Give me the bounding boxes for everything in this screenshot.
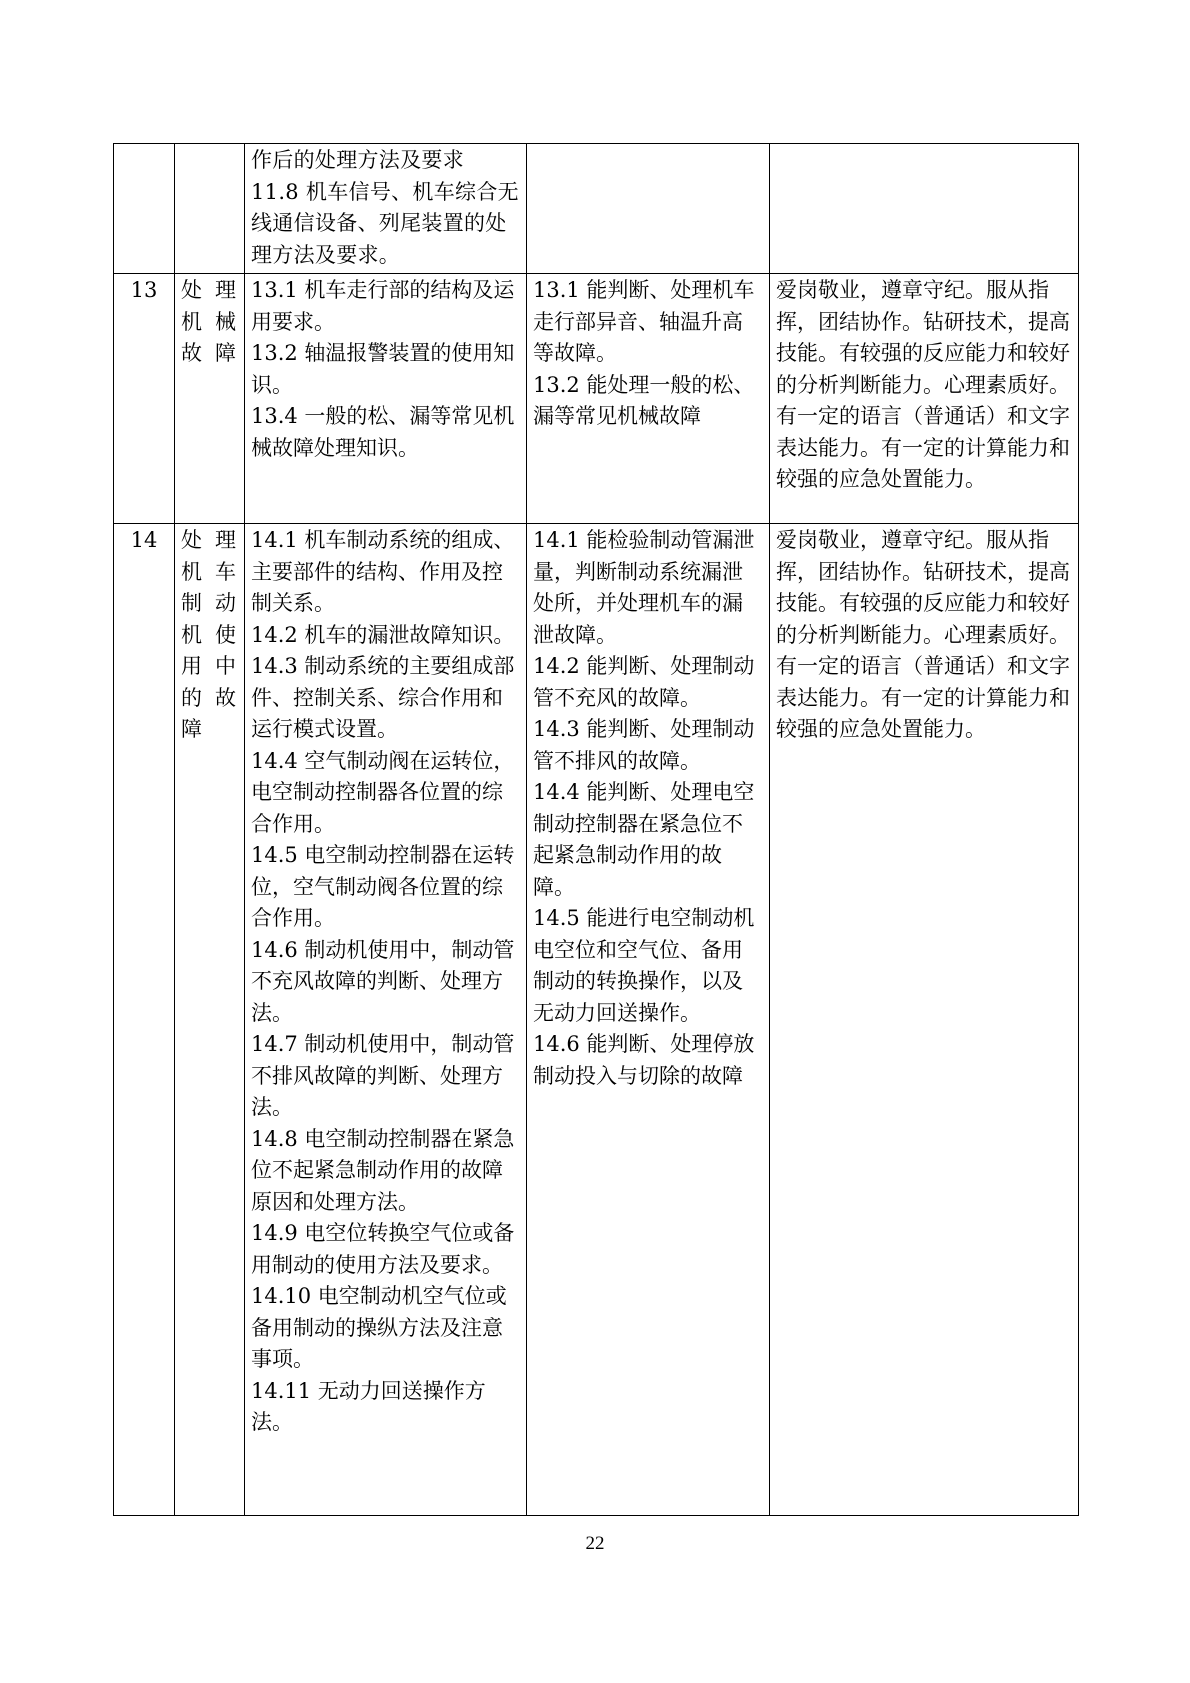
skills-cell (527, 274, 770, 524)
table-row (114, 274, 1079, 524)
quality-cell: 爱岗敬业，遵章守纪。服从指挥，团结协作。钻研技术，提高技能。有较强的反应能力和较好的分析判断能力。心理素质好。有一定的语言（普通话）和文字表达能力。有一定的计算能力和较强的应急处置能力。 (770, 274, 1079, 524)
knowledge-text: 14.1 机车制动系统的组成、主要部件的结构、作用及控制关系。 14.2 机车的漏泄故障知识。 14.3 制动系统的主要组成部件、控制关系、综合作用和运行模式设置。 14.4 空气制动阀在运转位，电空制动控制器各位置的综合作用。 14.5 电空制动控制器在运转位，空气制动阀各位置的综合作用。 14.6 制动机使用中，制动管不充风故障的判断、处理方法。 14.7 制动机使用中，制动管不排风故障的判断、处理方法。 14.8 电空制动控制器在紧急位不起紧急制动作用的故障原因和处理方法。 14.9 电空位转换空气位或备用制动的使用方法及要求。 14.10 电空制动机空气位或备用制动的操纵方法及注意事项。 14.11 无动力回送操作方法。 (251, 528, 515, 1434)
knowledge-text: 13.1 机车走行部的结构及运用要求。 13.2 轴温报警装置的使用知识。 13.4 一般的松、漏等常见机械故障处理知识。 (251, 278, 515, 460)
row-number-cell: 14 (114, 524, 175, 1516)
skills-text: 13.1 能判断、处理机车走行部异音、轴温升高等故障。 13.2 能处理一般的松、漏等常见机械故障 (533, 278, 755, 428)
table-row (114, 144, 1079, 274)
quality-cell (770, 144, 1079, 274)
quality-cell: 爱岗敬业，遵章守纪。服从指挥，团结协作。钻研技术，提高技能。有较强的反应能力和较好的分析判断能力。心理素质好。有一定的语言（普通话）和文字表达能力。有一定的计算能力和较强的应急处置能力。 (770, 524, 1079, 1516)
skills-cell (527, 144, 770, 274)
work-content-cell (175, 144, 245, 274)
table-row (114, 524, 1079, 1516)
knowledge-cell (245, 524, 527, 1516)
knowledge-text: 作后的处理方法及要求 11.8 机车信号、机车综合无线通信设备、列尾装置的处理方法及要求。 (251, 148, 519, 267)
skills-cell (527, 524, 770, 1516)
work-content-cell: 处理机车制动机使用中的故障 (175, 524, 245, 1516)
page-number: 22 (585, 1533, 605, 1554)
skills-text: 14.1 能检验制动管漏泄量，判断制动系统漏泄处所，并处理机车的漏泄故障。 14.2 能判断、处理制动管不充风的故障。 14.3 能判断、处理制动管不排风的故障。 14.4 能判断、处理电空制动控制器在紧急位不起紧急制动作用的故障。 14.5 能进行电空制动机电空位和空气位、备用制动的转换操作，以及无动力回送操作。 14.6 能判断、处理停放制动投入与切除的故障 (533, 528, 755, 1088)
knowledge-cell (245, 274, 527, 524)
knowledge-cell (245, 144, 527, 274)
row-number-cell (114, 144, 175, 274)
work-content-cell: 处理机械故障 (175, 274, 245, 524)
standards-table (113, 143, 1079, 1516)
row-number-cell: 13 (114, 274, 175, 524)
